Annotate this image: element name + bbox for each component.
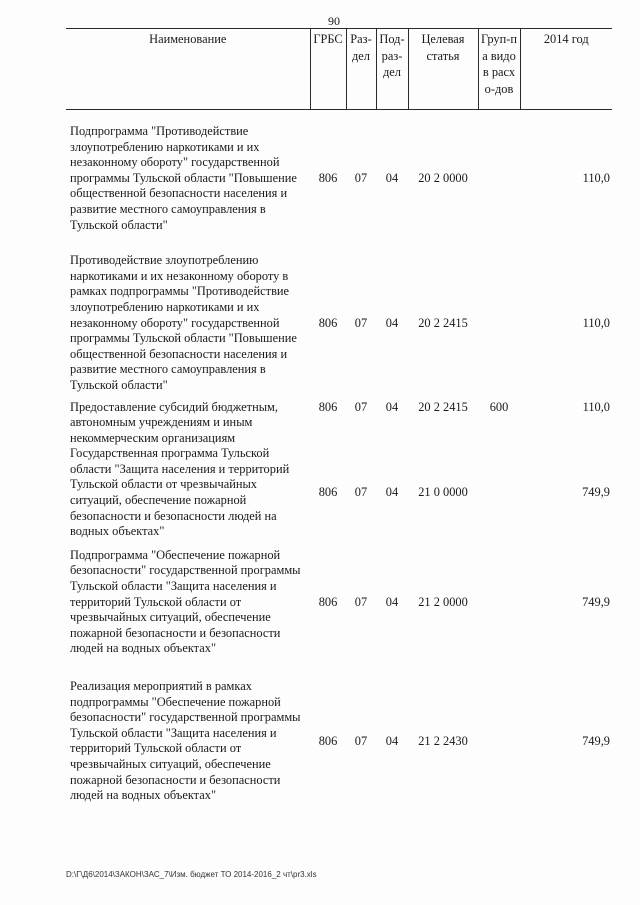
row-name: Предоставление субсидий бюджетным, автономным учреждениям и иным некоммерческим организациям bbox=[70, 399, 278, 445]
row-name: Государственная программа Тульской области "Защита населения и территорий Тульской области от чрезвычайных ситуаций, обеспечение пожарной безопасности и безопасности людей на водных объектах" bbox=[70, 446, 290, 539]
row-target: 20 2 0000 bbox=[418, 170, 468, 185]
row-podrazdel: 04 bbox=[385, 594, 399, 609]
header-podrazdel: Под-раз-дел bbox=[376, 29, 408, 110]
table-row bbox=[66, 446, 612, 540]
row-group bbox=[478, 124, 520, 233]
row-grbs: 806 bbox=[318, 399, 338, 414]
row-name: Подпрограмма "Противодействие злоупотреблению наркотиками и их незаконному обороту" государственной программы Тульской области "Повышение общественной безопасности населения и развитие местного самоуправления в Тульской области" bbox=[70, 124, 297, 232]
row-amount: 110,0 bbox=[582, 399, 610, 414]
row-amount: 110,0 bbox=[582, 170, 610, 185]
table-header-row bbox=[66, 29, 612, 110]
row-name: Противодействие злоупотреблению наркотиками и их незаконному обороту в рамках подпрограммы "Противодействие злоупотреблению наркотиками и их незаконному обороту" государственной программы Тульской области "Повышение общественной безопасности населения и развитие местного самоуправления в Тульской области" bbox=[70, 253, 297, 392]
row-group bbox=[478, 253, 520, 393]
row-podrazdel: 04 bbox=[385, 399, 399, 414]
row-razdel: 07 bbox=[354, 170, 368, 185]
header-name: Наименование bbox=[66, 29, 310, 110]
row-razdel: 07 bbox=[354, 594, 368, 609]
row-group bbox=[478, 679, 520, 804]
header-year: 2014 год bbox=[520, 29, 612, 110]
table-row bbox=[66, 548, 612, 657]
page-number: 90 bbox=[328, 14, 340, 28]
row-target: 21 2 2430 bbox=[418, 733, 468, 748]
row-target: 21 0 0000 bbox=[418, 485, 468, 500]
row-target: 20 2 2415 bbox=[418, 399, 468, 414]
row-name: Реализация мероприятий в рамках подпрограммы "Обеспечение пожарной безопасности" государственной программы Тульской области "Защита населения и территорий Тульской области от чрезвычайных ситуаций, обеспечение пожарной безопасности и безопасности людей на водных объектах" bbox=[70, 679, 301, 803]
row-name: Подпрограмма "Обеспечение пожарной безопасности" государственной программы Тульской области "Защита населения и территорий Тульской области от чрезвычайных ситуаций, обеспечение пожарной безопасности и безопасности людей на водных объектах" bbox=[70, 547, 301, 656]
row-target: 20 2 2415 bbox=[418, 315, 468, 330]
header-razdel: Раз-дел bbox=[346, 29, 376, 110]
row-razdel: 07 bbox=[354, 733, 368, 748]
table-row bbox=[66, 124, 612, 233]
row-amount: 110,0 bbox=[582, 315, 610, 330]
file-path-footer: D:\Г\Д6\2014\ЗАКОН\ЗАС_7\Изм. бюджет ТО 2014-2016_2 чт\pr3.xls bbox=[66, 870, 317, 879]
row-razdel: 07 bbox=[354, 485, 368, 500]
row-amount: 749,9 bbox=[582, 594, 610, 609]
row-group bbox=[478, 548, 520, 657]
budget-table bbox=[66, 28, 612, 804]
header-grbs: ГРБС bbox=[310, 29, 346, 110]
row-podrazdel: 04 bbox=[385, 170, 399, 185]
row-grbs: 806 bbox=[318, 485, 338, 500]
row-razdel: 07 bbox=[354, 399, 368, 414]
row-amount: 749,9 bbox=[582, 733, 610, 748]
table-row bbox=[66, 679, 612, 804]
row-amount: 749,9 bbox=[582, 485, 610, 500]
row-group bbox=[478, 446, 520, 540]
row-podrazdel: 04 bbox=[385, 485, 399, 500]
row-group: 600 bbox=[489, 399, 509, 414]
row-grbs: 806 bbox=[318, 315, 338, 330]
row-target: 21 2 0000 bbox=[418, 594, 468, 609]
row-grbs: 806 bbox=[318, 170, 338, 185]
table-row bbox=[66, 253, 612, 393]
row-podrazdel: 04 bbox=[385, 315, 399, 330]
table-row bbox=[66, 400, 612, 447]
row-razdel: 07 bbox=[354, 315, 368, 330]
header-group: Груп-па видов расхо-дов bbox=[478, 29, 520, 110]
header-target: Целевая статья bbox=[408, 29, 478, 110]
row-grbs: 806 bbox=[318, 733, 338, 748]
row-podrazdel: 04 bbox=[385, 733, 399, 748]
row-grbs: 806 bbox=[318, 594, 338, 609]
